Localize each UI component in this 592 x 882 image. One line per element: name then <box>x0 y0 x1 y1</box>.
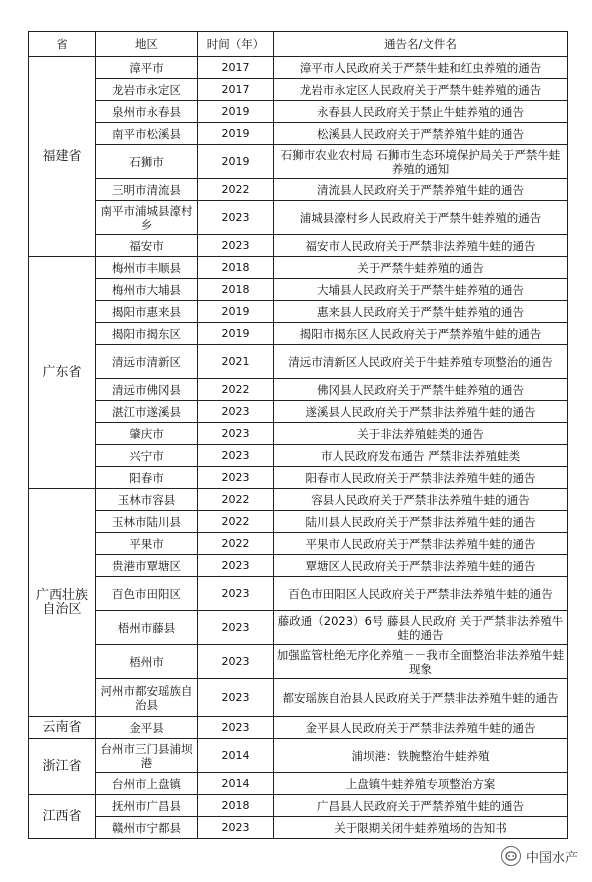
region-cell: 清远市清新区 <box>96 345 198 379</box>
header-province: 省 <box>29 32 96 57</box>
region-cell: 梅州市丰顺县 <box>96 257 198 279</box>
document-cell: 加强监管杜绝无序化养殖－－我市全面整治非法养殖牛蛙现象 <box>274 645 568 679</box>
year-cell: 2023 <box>198 717 274 739</box>
document-cell: 关于非法养殖蛙类的通告 <box>274 423 568 445</box>
watermark <box>501 846 578 866</box>
region-cell: 赣州市宁都县 <box>96 817 198 839</box>
table-row <box>29 611 568 645</box>
table-row <box>29 739 568 773</box>
region-cell: 泉州市永春县 <box>96 101 198 123</box>
table-row <box>29 145 568 179</box>
document-cell: 大埔县人民政府关于严禁牛蛙养殖的通告 <box>274 279 568 301</box>
table-row <box>29 717 568 739</box>
table-body <box>29 57 568 839</box>
region-cell: 平果市 <box>96 533 198 555</box>
province-cell: 江西省 <box>29 795 96 839</box>
region-cell: 揭阳市揭东区 <box>96 323 198 345</box>
table-row <box>29 577 568 611</box>
year-cell: 2023 <box>198 445 274 467</box>
document-cell: 都安瑶族自治县人民政府关于严禁非法养殖牛蛙的通告 <box>274 679 568 717</box>
year-cell: 2014 <box>198 739 274 773</box>
year-cell: 2018 <box>198 257 274 279</box>
document-cell: 关于限期关闭牛蛙养殖场的告知书 <box>274 817 568 839</box>
table-row <box>29 533 568 555</box>
region-cell: 兴宁市 <box>96 445 198 467</box>
header-time: 时间（年） <box>198 32 274 57</box>
region-cell: 玉林市陆川县 <box>96 511 198 533</box>
table-row <box>29 773 568 795</box>
year-cell: 2023 <box>198 679 274 717</box>
table-row <box>29 445 568 467</box>
document-cell: 广昌县人民政府关于严禁养殖牛蛙的通告 <box>274 795 568 817</box>
year-cell: 2023 <box>198 201 274 235</box>
year-cell: 2019 <box>198 323 274 345</box>
province-cell: 广东省 <box>29 257 96 489</box>
province-cell: 云南省 <box>29 717 96 739</box>
header-document: 通告名/文件名 <box>274 32 568 57</box>
region-cell: 石狮市 <box>96 145 198 179</box>
regulation-table <box>28 31 568 839</box>
region-cell: 金平县 <box>96 717 198 739</box>
document-cell: 浦城县濠村乡人民政府关于严禁牛蛙养殖的通告 <box>274 201 568 235</box>
region-cell: 福安市 <box>96 235 198 257</box>
table-row <box>29 489 568 511</box>
province-cell: 浙江省 <box>29 739 96 795</box>
table-row <box>29 511 568 533</box>
document-cell: 龙岩市永定区人民政府关于严禁牛蛙养殖的通告 <box>274 79 568 101</box>
table-row <box>29 301 568 323</box>
table-row <box>29 279 568 301</box>
document-cell: 漳平市人民政府关于严禁牛蛙和红虫养殖的通告 <box>274 57 568 79</box>
document-cell: 阳春市人民政府关于严禁非法养殖牛蛙的通告 <box>274 467 568 489</box>
region-cell: 三明市清流县 <box>96 179 198 201</box>
document-cell: 惠来县人民政府关于严禁牛蛙养殖的通告 <box>274 301 568 323</box>
document-cell: 藤政通（2023）6号 藤县人民政府 关于严禁非法养殖牛蛙的通告 <box>274 611 568 645</box>
table-row <box>29 323 568 345</box>
watermark-text: 中国水产 <box>525 850 578 866</box>
table-row <box>29 401 568 423</box>
table-row <box>29 79 568 101</box>
year-cell: 2023 <box>198 555 274 577</box>
region-cell: 抚州市广昌县 <box>96 795 198 817</box>
year-cell: 2019 <box>198 145 274 179</box>
document-cell: 市人民政府发布通告 严禁非法养殖蛙类 <box>274 445 568 467</box>
document-cell: 松溪县人民政府关于严禁养殖牛蛙的通告 <box>274 123 568 145</box>
table-row <box>29 679 568 717</box>
year-cell: 2022 <box>198 511 274 533</box>
year-cell: 2022 <box>198 379 274 401</box>
region-cell: 揭阳市惠来县 <box>96 301 198 323</box>
table-row <box>29 467 568 489</box>
table-row <box>29 645 568 679</box>
header-region: 地区 <box>96 32 198 57</box>
document-cell: 福安市人民政府关于严禁非法养殖牛蛙的通告 <box>274 235 568 257</box>
year-cell: 2019 <box>198 101 274 123</box>
table-row <box>29 101 568 123</box>
year-cell: 2022 <box>198 489 274 511</box>
chat-bubble-icon <box>501 846 521 866</box>
document-cell: 浦坝港：铁腕整治牛蛙养殖 <box>274 739 568 773</box>
province-cell: 广西壮族自治区 <box>29 489 96 717</box>
region-cell: 台州市三门县浦坝港 <box>96 739 198 773</box>
document-cell: 清流县人民政府关于严禁养殖牛蛙的通告 <box>274 179 568 201</box>
table-row <box>29 179 568 201</box>
document-cell: 石狮市农业农村局 石狮市生态环境保护局关于严禁牛蛙养殖的通知 <box>274 145 568 179</box>
document-cell: 覃塘区人民政府关于严禁非法养殖牛蛙的通告 <box>274 555 568 577</box>
table-row <box>29 345 568 379</box>
region-cell: 南平市浦城县濠村乡 <box>96 201 198 235</box>
year-cell: 2018 <box>198 279 274 301</box>
table-row <box>29 201 568 235</box>
document-cell: 平果市人民政府关于严禁非法养殖牛蛙的通告 <box>274 533 568 555</box>
year-cell: 2018 <box>198 795 274 817</box>
year-cell: 2023 <box>198 645 274 679</box>
year-cell: 2023 <box>198 235 274 257</box>
year-cell: 2021 <box>198 345 274 379</box>
table-row <box>29 379 568 401</box>
document-cell: 佛冈县人民政府关于严禁牛蛙养殖的通告 <box>274 379 568 401</box>
year-cell: 2022 <box>198 179 274 201</box>
document-cell: 清远市清新区人民政府关于牛蛙养殖专项整治的通告 <box>274 345 568 379</box>
table-row <box>29 795 568 817</box>
document-cell: 金平县人民政府关于严禁非法养殖牛蛙的通告 <box>274 717 568 739</box>
document-cell: 揭阳市揭东区人民政府关于严禁养殖牛蛙的通告 <box>274 323 568 345</box>
year-cell: 2023 <box>198 467 274 489</box>
region-cell: 台州市上盘镇 <box>96 773 198 795</box>
year-cell: 2023 <box>198 401 274 423</box>
table-row <box>29 423 568 445</box>
document-cell: 永春县人民政府关于禁止牛蛙养殖的通告 <box>274 101 568 123</box>
table-row <box>29 235 568 257</box>
year-cell: 2017 <box>198 79 274 101</box>
year-cell: 2023 <box>198 577 274 611</box>
region-cell: 玉林市容县 <box>96 489 198 511</box>
region-cell: 河州市都安瑶族自治县 <box>96 679 198 717</box>
region-cell: 湛江市遂溪县 <box>96 401 198 423</box>
year-cell: 2023 <box>198 423 274 445</box>
document-cell: 上盘镇牛蛙养殖专项整治方案 <box>274 773 568 795</box>
table-row <box>29 257 568 279</box>
year-cell: 2014 <box>198 773 274 795</box>
year-cell: 2019 <box>198 123 274 145</box>
year-cell: 2023 <box>198 611 274 645</box>
region-cell: 龙岩市永定区 <box>96 79 198 101</box>
region-cell: 南平市松溪县 <box>96 123 198 145</box>
table-row <box>29 123 568 145</box>
region-cell: 肇庆市 <box>96 423 198 445</box>
region-cell: 梅州市大埔县 <box>96 279 198 301</box>
year-cell: 2023 <box>198 817 274 839</box>
region-cell: 清远市佛冈县 <box>96 379 198 401</box>
document-cell: 百色市田阳区人民政府关于严禁非法养殖牛蛙的通告 <box>274 577 568 611</box>
region-cell: 漳平市 <box>96 57 198 79</box>
region-cell: 梧州市 <box>96 645 198 679</box>
region-cell: 贵港市覃塘区 <box>96 555 198 577</box>
region-cell: 梧州市藤县 <box>96 611 198 645</box>
year-cell: 2019 <box>198 301 274 323</box>
region-cell: 百色市田阳区 <box>96 577 198 611</box>
table-row <box>29 555 568 577</box>
province-cell: 福建省 <box>29 57 96 257</box>
region-cell: 阳春市 <box>96 467 198 489</box>
year-cell: 2017 <box>198 57 274 79</box>
document-cell: 陆川县人民政府关于严禁非法养殖牛蛙的通告 <box>274 511 568 533</box>
document-cell: 关于严禁牛蛙养殖的通告 <box>274 257 568 279</box>
table-row <box>29 57 568 79</box>
document-cell: 遂溪县人民政府关于严禁非法养殖牛蛙的通告 <box>274 401 568 423</box>
header-row <box>29 32 568 57</box>
document-cell: 容县人民政府关于严禁非法养殖牛蛙的通告 <box>274 489 568 511</box>
table-row <box>29 817 568 839</box>
year-cell: 2022 <box>198 533 274 555</box>
